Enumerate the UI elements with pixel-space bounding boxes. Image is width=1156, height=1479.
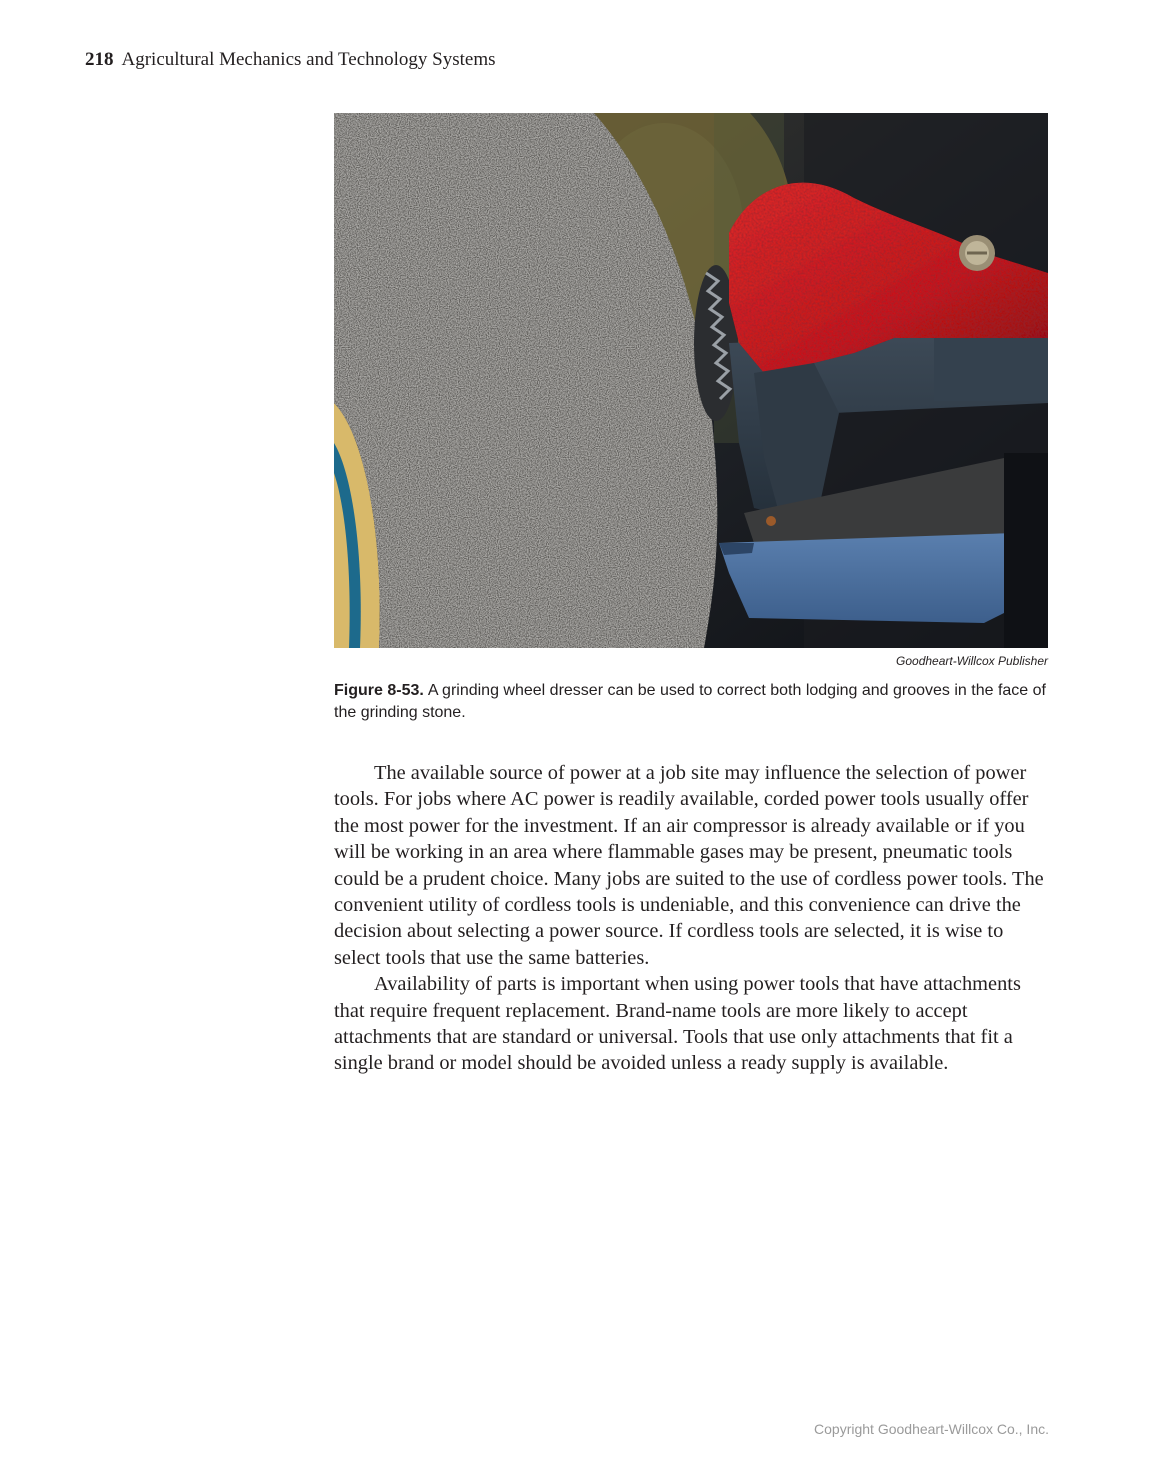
figure-caption-text: A grinding wheel dresser can be used to correct both lodging and grooves in the face of the grinding stone.	[334, 682, 1046, 721]
photo-credit: Goodheart-Willcox Publisher	[896, 654, 1048, 668]
copyright-footer: Copyright Goodheart-Willcox Co., Inc.	[814, 1421, 1049, 1437]
page-number: 218	[85, 49, 114, 70]
body-paragraph-2: Availability of parts is important when using power tools that have attachments that require frequent replacement. Brand-name tools are more likely to accept attachments that are standard or universal. Tools that use only attachments that fit a single brand or model should be avoided unless a ready supply is available.	[334, 973, 1021, 1075]
figure-photo	[334, 113, 1048, 648]
figure-caption	[334, 680, 1050, 724]
body-paragraph-1: The available source of power at a job site may influence the selection of power tools. For jobs where AC power is readily available, corded power tools usually offer the most power for the investment. If an air compressor is already available or if you will be working in an area where flammable gases may be present, pneumatic tools could be a prudent choice. Many jobs are suited to the use of cordless power tools. The convenient utility of cordless tools is undeniable, and this convenience can drive the decision about selecting a power source. If cordless tools are selected, it is wise to select tools that use the same batteries.	[334, 762, 1044, 969]
body-text	[334, 760, 1050, 1077]
figure-label: Figure 8-53.	[334, 682, 424, 699]
book-title: Agricultural Mechanics and Technology Systems	[121, 49, 496, 70]
running-head	[85, 48, 496, 72]
